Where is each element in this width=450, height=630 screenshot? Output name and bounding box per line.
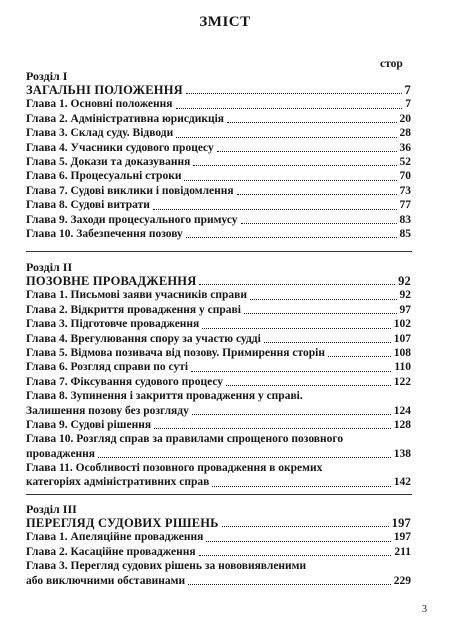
section-heading[interactable]: ПОЗОВНЕ ПРОВАДЖЕННЯ 92 <box>26 273 411 288</box>
toc-entry-first-line[interactable]: Глава 3. Перегляд судових рішень за нововиявленими <box>26 560 307 573</box>
toc-entry[interactable]: Глава 9. Судові рішення 128 <box>26 418 411 431</box>
toc-entry-first-line[interactable]: Глава 10. Розгляд справ за правилами спрощеного позовного <box>26 433 344 446</box>
toc-entry[interactable]: Глава 8. Судові витрати 77 <box>26 199 411 212</box>
toc-entry[interactable]: Глава 5. Відмова позивача від позову. Примирення сторін 108 <box>26 346 411 359</box>
toc-entry[interactable]: Глава 3. Склад суду. Відводи 28 <box>26 127 411 140</box>
toc-entry[interactable]: Глава 6. Розгляд справи по суті 110 <box>26 361 411 374</box>
toc-entry[interactable]: або виключними обставинами 229 <box>26 574 411 587</box>
section-label: Розділ І <box>26 69 68 83</box>
page-column-header: стор <box>380 58 403 70</box>
toc-entry[interactable]: провадження 138 <box>26 447 411 460</box>
toc-entry[interactable]: Залишення позову без розгляду 124 <box>26 404 411 417</box>
toc-entry[interactable]: Глава 9. Заходи процесуального примусу 83 <box>26 213 411 226</box>
toc-entry[interactable]: Глава 4. Учасники судового процесу 36 <box>26 141 411 154</box>
page-title: ЗМІСТ <box>199 14 251 30</box>
toc-entry[interactable]: Глава 1. Апеляційне провадження 197 <box>26 531 411 544</box>
toc-entry[interactable]: Глава 4. Врегулювання спору за участю судді 107 <box>26 332 411 345</box>
toc-entry[interactable]: Глава 7. Судові виклики і повідомлення 73 <box>26 184 411 197</box>
toc-entry[interactable]: Глава 5. Докази та доказування 52 <box>26 155 411 168</box>
toc-entry-first-line[interactable]: Глава 8. Зупинення і закриття провадження у справі. <box>26 390 303 403</box>
section-3 <box>26 503 411 588</box>
section-heading[interactable]: ЗАГАЛЬНІ ПОЛОЖЕННЯ 7 <box>26 82 411 97</box>
section-divider <box>26 494 412 495</box>
section-1 <box>26 70 411 241</box>
toc-entry[interactable]: Глава 2. Відкриття провадження у справі 97 <box>26 303 411 316</box>
page-number: 3 <box>422 604 427 615</box>
toc-entry[interactable]: Глава 6. Процесуальні строки 70 <box>26 170 411 183</box>
toc-entry-first-line[interactable]: Глава 11. Особливості позовного провадження в окремих <box>26 462 323 475</box>
section-label: Розділ ІІІ <box>26 502 77 516</box>
toc-entry[interactable]: категоріях адміністративних справ 142 <box>26 476 411 489</box>
section-2 <box>26 261 411 490</box>
toc-entry[interactable]: Глава 2. Касаційне провадження 211 <box>26 545 411 558</box>
toc-entry[interactable]: Глава 3. Підготовче провадження 102 <box>26 318 411 331</box>
toc-entry[interactable]: Глава 2. Адміністративна юрисдикція 20 <box>26 112 411 125</box>
section-label: Розділ ІІ <box>26 260 73 274</box>
toc-entry[interactable]: Глава 10. Забезпечення позову 85 <box>26 227 411 240</box>
toc-entry[interactable]: Глава 1. Основні положення 7 <box>26 98 411 111</box>
section-heading[interactable]: ПЕРЕГЛЯД СУДОВИХ РІШЕНЬ 197 <box>26 515 411 530</box>
toc-entry[interactable]: Глава 7. Фіксування судового процесу 122 <box>26 375 411 388</box>
toc-entry[interactable]: Глава 1. Письмові заяви учасників справи 92 <box>26 289 411 302</box>
section-divider <box>26 251 412 252</box>
